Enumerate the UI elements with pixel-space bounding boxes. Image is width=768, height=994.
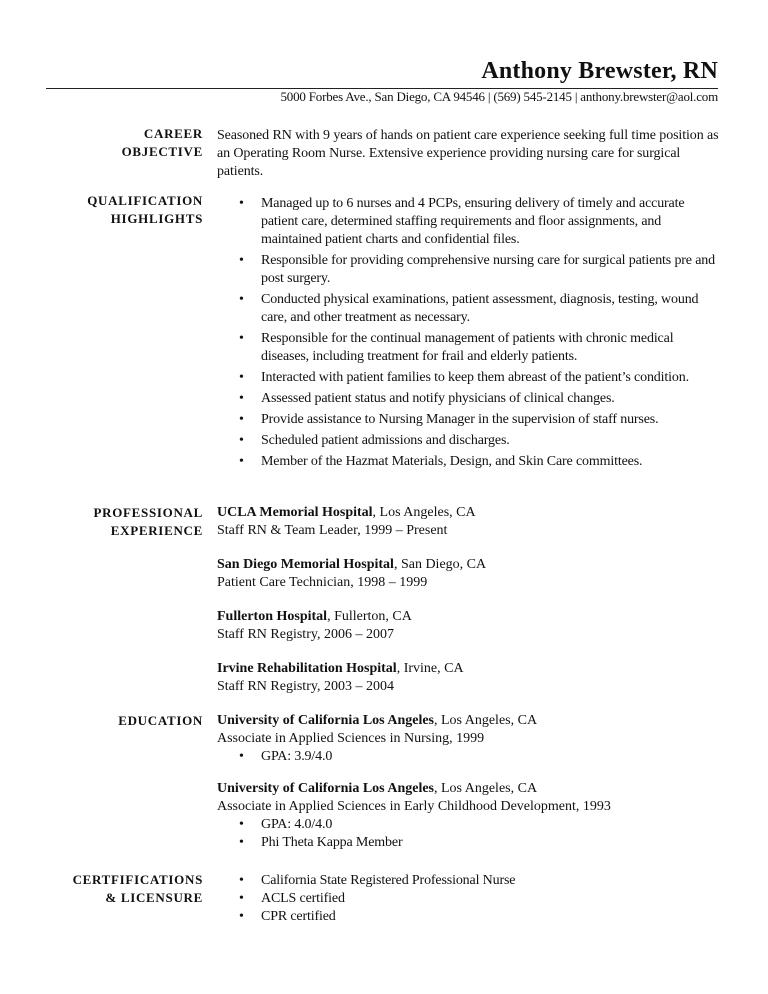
list-item: • GPA: 3.9/4.0 — [217, 748, 722, 766]
experience-heading: PROFESSIONAL EXPERIENCE — [93, 505, 203, 538]
job-role: Staff RN & Team Leader, 1999 – Present — [217, 523, 448, 538]
list-item: • Assessed patient status and notify physicians of clinical changes. — [217, 390, 722, 408]
job-entry: UCLA Memorial Hospital, Los Angeles, CA Staff RN & Team Leader, 1999 – Present — [217, 504, 722, 540]
job-entry: Irvine Rehabilitation Hospital, Irvine, CA Staff RN Registry, 2003 – 2004 — [217, 660, 722, 696]
school-details — [217, 748, 722, 766]
employer-name: Fullerton Hospital — [217, 609, 328, 624]
school-name: University of California Los Angeles — [217, 781, 434, 796]
degree: Associate in Applied Sciences in Early Childhood Development, 1993 — [217, 799, 611, 814]
candidate-name: Anthony Brewster, RN — [481, 58, 718, 84]
job-entry: Fullerton Hospital, Fullerton, CA Staff RN Registry, 2006 – 2007 — [217, 608, 722, 644]
job-entry: San Diego Memorial Hospital, San Diego, CA Patient Care Technician, 1998 – 1999 — [217, 556, 722, 592]
employer-name: Irvine Rehabilitation Hospital — [217, 661, 397, 676]
qualifications-list — [217, 195, 722, 471]
list-item: • California State Registered Professional Nurse — [217, 872, 722, 890]
objective-text: Seasoned RN with 9 years of hands on patient care experience seeking full time position as an Operating Room Nurse. Extensive experience providing nursing care for surgical patients. — [217, 128, 719, 179]
education-heading: EDUCATION — [118, 713, 203, 728]
job-role: Staff RN Registry, 2006 – 2007 — [217, 627, 394, 642]
school-details — [217, 816, 722, 852]
list-item: • ACLS certified — [217, 890, 722, 908]
degree: Associate in Applied Sciences in Nursing, 1999 — [217, 731, 485, 746]
list-item: • Managed up to 6 nurses and 4 PCPs, ensuring delivery of timely and accurate patient care, determined staffing requirements and floor assignments, and maintained patient charts and confidential files. — [217, 195, 722, 249]
list-item: • Scheduled patient admissions and discharges. — [217, 432, 722, 450]
certifications-list — [217, 872, 722, 926]
job-role: Staff RN Registry, 2003 – 2004 — [217, 679, 394, 694]
school-name: University of California Los Angeles — [217, 713, 434, 728]
certifications-heading: CERTFIFICATIONS & LICENSURE — [72, 872, 203, 905]
list-item: • Member of the Hazmat Materials, Design, and Skin Care committees. — [217, 453, 722, 471]
list-item: • Interacted with patient families to keep them abreast of the patient’s condition. — [217, 369, 722, 387]
list-item: • GPA: 4.0/4.0 — [217, 816, 722, 834]
school-entry: University of California Los Angeles, Los Angeles, CA Associate in Applied Sciences in Nursing, 1999 • GPA: 3.9/4.0 — [217, 712, 722, 766]
employer-name: UCLA Memorial Hospital — [217, 505, 373, 520]
list-item: • CPR certified — [217, 908, 722, 926]
objective-heading: CAREER OBJECTIVE — [121, 126, 203, 159]
list-item: • Conducted physical examinations, patient assessment, diagnosis, testing, wound care, and other treatment as necessary. — [217, 291, 722, 327]
list-item: • Responsible for the continual management of patients with chronic medical diseases, including treatment for frail and elderly patients. — [217, 330, 722, 366]
list-item: • Phi Theta Kappa Member — [217, 834, 722, 852]
qualifications-heading: QUALIFICATION HIGHLIGHTS — [87, 193, 203, 226]
list-item: • Provide assistance to Nursing Manager in the supervision of staff nurses. — [217, 411, 722, 429]
school-entry: University of California Los Angeles, Los Angeles, CA Associate in Applied Sciences in Early Childhood Development, 1993 • GPA: 4.0/4.0 • Phi Theta Kappa Member — [217, 780, 722, 852]
job-role: Patient Care Technician, 1998 – 1999 — [217, 575, 428, 590]
contact-line: 5000 Forbes Ave., San Diego, CA 94546 | (569) 545-2145 | anthony.brewster@aol.com — [280, 89, 718, 104]
employer-name: San Diego Memorial Hospital — [217, 557, 394, 572]
list-item: • Responsible for providing comprehensive nursing care for surgical patients pre and post surgery. — [217, 252, 722, 288]
